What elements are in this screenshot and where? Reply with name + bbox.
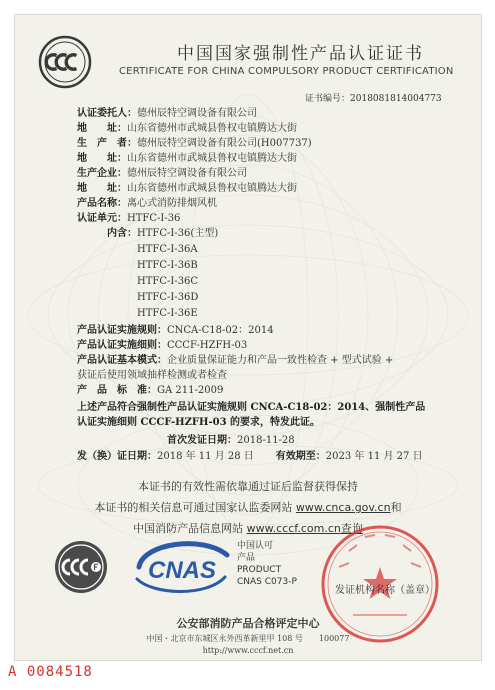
field-basic-mode-cont xyxy=(77,369,227,382)
cnas-logo-icon xyxy=(133,537,231,597)
field-label: 地 址： xyxy=(77,183,127,194)
certificate-title-cn: 中国国家强制性产品认证证书 xyxy=(177,44,424,64)
statement-line-1: 上述产品符合强制性产品认证实施规则 CNCA-C18-02：2014、强制性产品 xyxy=(77,402,426,413)
field-value: 山东省德州市武城县鲁权屯镇腾达大街 xyxy=(127,183,297,194)
field-label: 发（换）证日期： xyxy=(77,451,157,462)
field-value: 2018 年 11 月 28 日 xyxy=(157,451,254,462)
field-issue-dates xyxy=(77,450,423,463)
statement-line-2 xyxy=(77,416,320,429)
note-text: 中国消防产品信息网站 xyxy=(133,522,247,535)
cnas-line: PRODUCT xyxy=(237,565,282,575)
model-item: HTFC-I-36D xyxy=(137,292,199,303)
field-factory-address xyxy=(77,182,297,195)
field-first-issue xyxy=(167,434,295,447)
field-label: 产品认证实施细则： xyxy=(77,340,167,351)
field-label: 内含： xyxy=(107,228,137,239)
issuing-organization: 公安部消防产品合格评定中心 xyxy=(176,617,320,630)
field-value: 山东省德州市武城县鲁权屯镇腾达大街 xyxy=(127,153,297,164)
svg-text:CNAS: CNAS xyxy=(147,557,217,584)
issuing-authority-label: 发证机构名称（盖章） xyxy=(335,585,435,596)
note-text: 和 xyxy=(390,501,402,514)
field-label: 产 品 标 准： xyxy=(77,385,157,396)
field-label: 认证委托人： xyxy=(77,108,137,119)
field-value: 山东省德州市武城县鲁权屯镇腾达大街 xyxy=(127,123,297,134)
query-note-1 xyxy=(15,499,481,515)
field-value: 德州辰特空调设备有限公司 xyxy=(137,108,257,119)
certificate-title-en: CERTIFICATE FOR CHINA COMPULSORY PRODUCT CERTIFICATION xyxy=(119,66,454,77)
certificate-number-label: 证书编号： xyxy=(305,94,351,104)
field-value: 2023 年 11 月 27 日 xyxy=(325,451,423,462)
field-label: 产品认证实施规则： xyxy=(77,325,167,336)
certificate-sheet xyxy=(14,14,482,661)
note-text: 查询 xyxy=(340,522,363,535)
model-item: HTFC-I-36E xyxy=(137,308,198,319)
model-item: HTFC-I-36C xyxy=(137,276,199,287)
field-value: 德州辰特空调设备有限公司(H007737) xyxy=(137,138,312,149)
field-client xyxy=(77,107,257,120)
organization-address: 中国・北京市东城区永外西革新里甲 108 号 100077 xyxy=(146,634,350,643)
cnca-website-link[interactable]: www.cnca.gov.cn xyxy=(295,501,391,514)
field-value: CNCA-C18-02：2014 xyxy=(167,325,274,336)
field-factory xyxy=(77,167,247,180)
serial-number: A 0084518 xyxy=(8,664,93,680)
field-label: 产品认证基本模式： xyxy=(77,355,167,366)
statement-part: 的要求，特发此证。 xyxy=(230,417,321,428)
field-impl-detail xyxy=(77,339,247,352)
field-label: 生 产 者： xyxy=(77,138,137,149)
ccc-logo-icon xyxy=(38,35,92,89)
field-product-name xyxy=(77,197,217,210)
cnas-line: 产品 xyxy=(237,553,256,563)
certificate-number-value: 2018081814004773 xyxy=(350,94,442,104)
model-item: HTFC-I-36A xyxy=(137,244,198,255)
cnas-accreditation-text xyxy=(237,540,297,588)
field-manufacturer-address xyxy=(77,152,297,165)
field-impl-rule xyxy=(77,324,274,337)
field-contains xyxy=(107,227,218,240)
field-cert-unit xyxy=(77,212,180,225)
field-value: HTFC-I-36(主型) xyxy=(137,228,219,239)
field-manufacturer xyxy=(77,137,312,150)
field-value: 2018-11-28 xyxy=(237,435,295,446)
field-client-address xyxy=(77,122,297,135)
field-value: HTFC-I-36 xyxy=(127,213,181,224)
field-standard xyxy=(77,384,223,397)
model-item: HTFC-I-36B xyxy=(137,260,198,271)
cccf-website-link[interactable]: www.cccf.com.cn xyxy=(246,522,341,535)
field-value: 获证后使用领域抽样检测或者检查 xyxy=(77,370,227,381)
field-basic-mode xyxy=(77,354,393,367)
validity-note: 本证书的有效性需依靠通过证后监督获得保持 xyxy=(138,480,358,493)
organization-url[interactable]: http://www.cccf.net.cn xyxy=(202,646,294,655)
field-value: 企业质量保证能力和产品一致性检查 + 型式试验 + xyxy=(167,355,394,366)
field-value: CCCF-HZFH-03 xyxy=(167,340,248,351)
statement-part: 认证实施细则 CCCF-HZFH-03 xyxy=(77,417,231,428)
field-label: 地 址： xyxy=(77,123,127,134)
field-value: GA 211-2009 xyxy=(157,385,224,396)
field-label: 生产企业： xyxy=(77,168,127,179)
field-label: 首次发证日期： xyxy=(167,435,237,446)
ccc-fire-mark-icon xyxy=(53,539,109,595)
field-value: 离心式消防排烟风机 xyxy=(127,198,217,209)
field-value: 德州辰特空调设备有限公司 xyxy=(127,168,247,179)
certificate-number xyxy=(305,91,442,104)
field-label: 地 址： xyxy=(77,153,127,164)
note-text: 本证书的相关信息可通过国家认监委网站 xyxy=(94,501,296,514)
cnas-line: 中国认可 xyxy=(237,541,274,551)
field-label: 产品名称： xyxy=(77,198,127,209)
field-label: 有效期至： xyxy=(275,451,326,462)
cnas-line: CNAS C073-P xyxy=(237,577,297,587)
field-label: 认证单元： xyxy=(77,213,127,224)
